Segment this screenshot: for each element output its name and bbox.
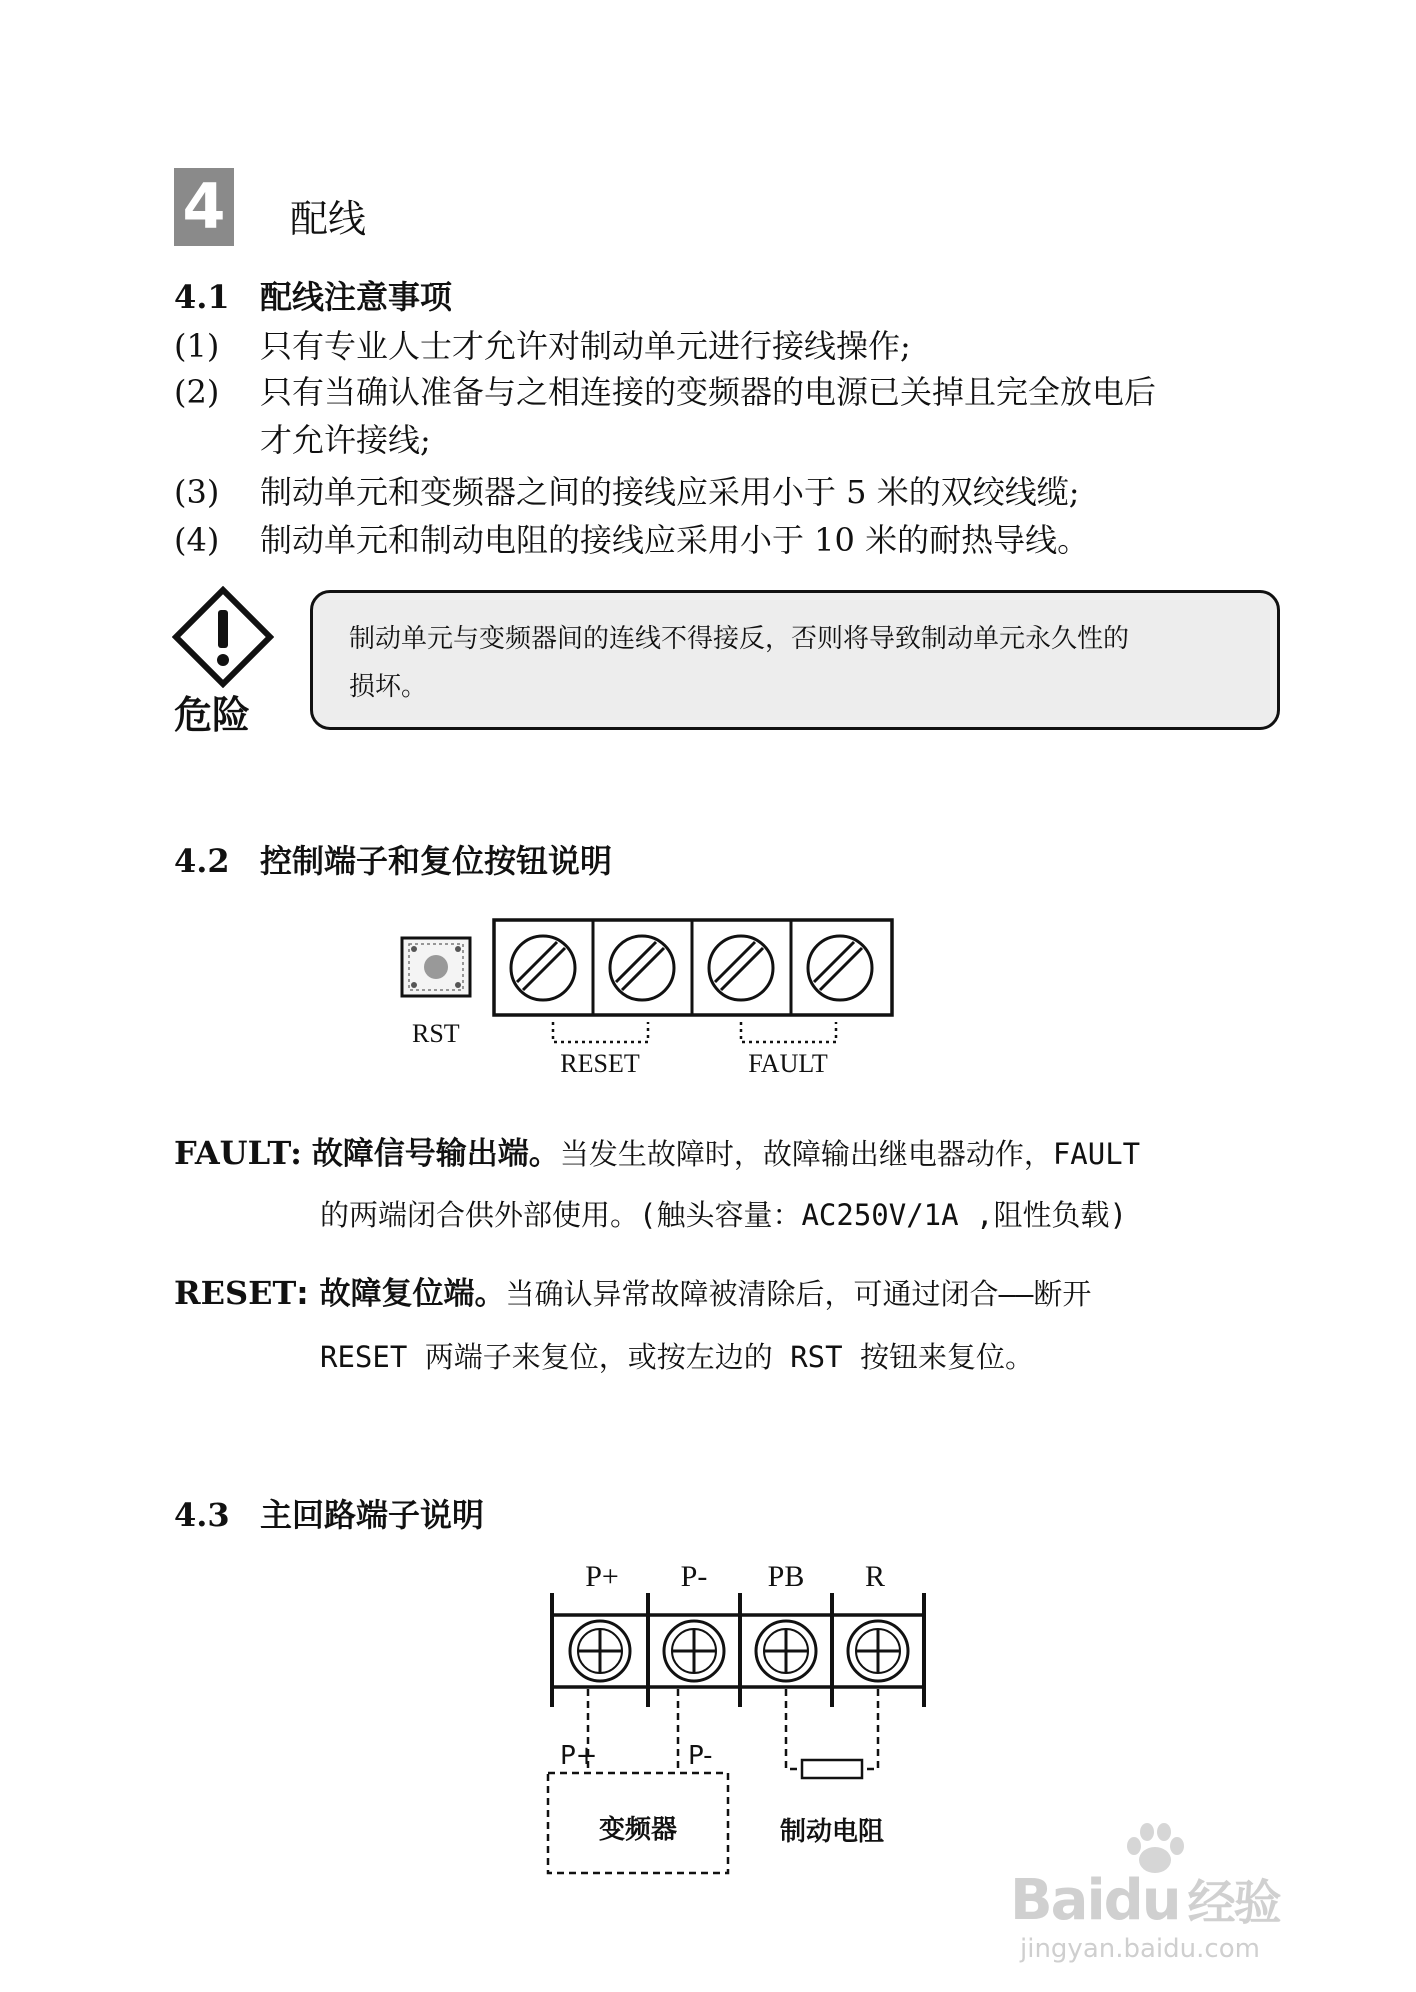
list-item-number: (4) [174, 521, 220, 559]
section-title: 控制端子和复位按钮说明 [260, 842, 613, 880]
terminal-label-p-plus: P+ [585, 1560, 619, 1593]
list-item-text: 只有当确认准备与之相连接的变频器的电源已关掉且完全放电后 [260, 373, 1157, 411]
section-4-2-heading [174, 836, 612, 882]
section-number: 4.1 [174, 278, 230, 316]
reset-terminal-label: RESET [560, 1049, 640, 1078]
screw-terminal-r [848, 1621, 908, 1681]
list-item-number: (2) [174, 373, 220, 411]
list-item-continuation: 才允许接线; [260, 421, 431, 459]
chapter-title: 配线 [290, 197, 367, 241]
watermark-brand: Bai [1010, 1868, 1104, 1933]
watermark-jingyan: 经验 [1187, 1875, 1280, 1931]
reset-key: RESET [174, 1274, 297, 1312]
section-number: 4.3 [174, 1496, 230, 1534]
baidu-jingyan-watermark [1000, 1820, 1360, 1970]
list-item-number: (1) [174, 327, 220, 365]
fault-terminal-label: FAULT [748, 1049, 828, 1078]
braking-resistor-label: 制动电阻 [779, 1817, 885, 1847]
terminal-label-p-minus: P- [680, 1560, 708, 1593]
reset-description-line-2: RESET 两端子来复位，或按左边的 RST 按钮来复位。 [320, 1340, 1035, 1374]
main-circuit-terminal-diagram [540, 1555, 960, 1885]
list-item [174, 370, 1156, 414]
reset-lead: : 故障复位端。 [296, 1276, 506, 1312]
reset-text: 当确认异常故障被清除后，可通过闭合——断开 [505, 1277, 1092, 1311]
danger-callout [310, 590, 1280, 730]
section-title: 配线注意事项 [260, 278, 453, 316]
fault-description-line-1 [174, 1122, 1140, 1185]
list-item [174, 470, 1080, 514]
watermark-brand-2: du [1103, 1868, 1180, 1933]
list-item [174, 324, 911, 368]
reset-description-line-1 [174, 1262, 1091, 1325]
list-item-text: 制动单元和变频器之间的接线应采用小于 5 米的双绞线缆; [260, 473, 1080, 511]
list-item [174, 518, 1089, 562]
danger-label: 危险 [174, 693, 251, 737]
section-4-3-heading [174, 1490, 484, 1536]
screw-terminal-p-minus [664, 1621, 724, 1681]
chapter-number-box: 4 [174, 168, 234, 246]
fault-lead: 故障信号输出端。 [311, 1136, 560, 1172]
section-number: 4.2 [174, 842, 230, 880]
danger-text-line-2: 损坏。 [349, 672, 428, 702]
fault-text: 当发生故障时，故障输出继电器动作，FAULT [559, 1137, 1141, 1171]
screw-terminal-p-plus [570, 1621, 630, 1681]
braking-resistor-symbol [802, 1760, 862, 1778]
inverter-label: 变频器 [598, 1815, 678, 1845]
section-4-1-heading [174, 272, 452, 318]
terminal-label-pb: PB [767, 1560, 805, 1593]
rst-label: RST [412, 1019, 460, 1048]
watermark-url: jingyan.baidu.com [1020, 1934, 1260, 1964]
inverter-p-plus-label: P+ [560, 1741, 598, 1771]
screw-terminal-pb [756, 1621, 816, 1681]
control-terminal-diagram [390, 910, 910, 1090]
section-title: 主回路端子说明 [260, 1496, 485, 1534]
fault-key: FAULT: [174, 1134, 302, 1172]
inverter-p-minus-label: P- [688, 1741, 713, 1771]
list-item-text: 只有专业人士才允许对制动单元进行接线操作; [260, 327, 911, 365]
list-item-text: 制动单元和制动电阻的接线应采用小于 10 米的耐热导线。 [260, 521, 1090, 559]
rst-button [402, 938, 470, 996]
danger-warning-icon [172, 586, 274, 688]
terminal-label-r: R [864, 1560, 886, 1593]
fault-description-line-2: 的两端闭合供外部使用。(触头容量：AC250V/1A ,阻性负载) [320, 1198, 1127, 1232]
danger-text-line-1: 制动单元与变频器间的连线不得接反，否则将导致制动单元永久性的 [349, 624, 1130, 654]
list-item-number: (3) [174, 473, 220, 511]
